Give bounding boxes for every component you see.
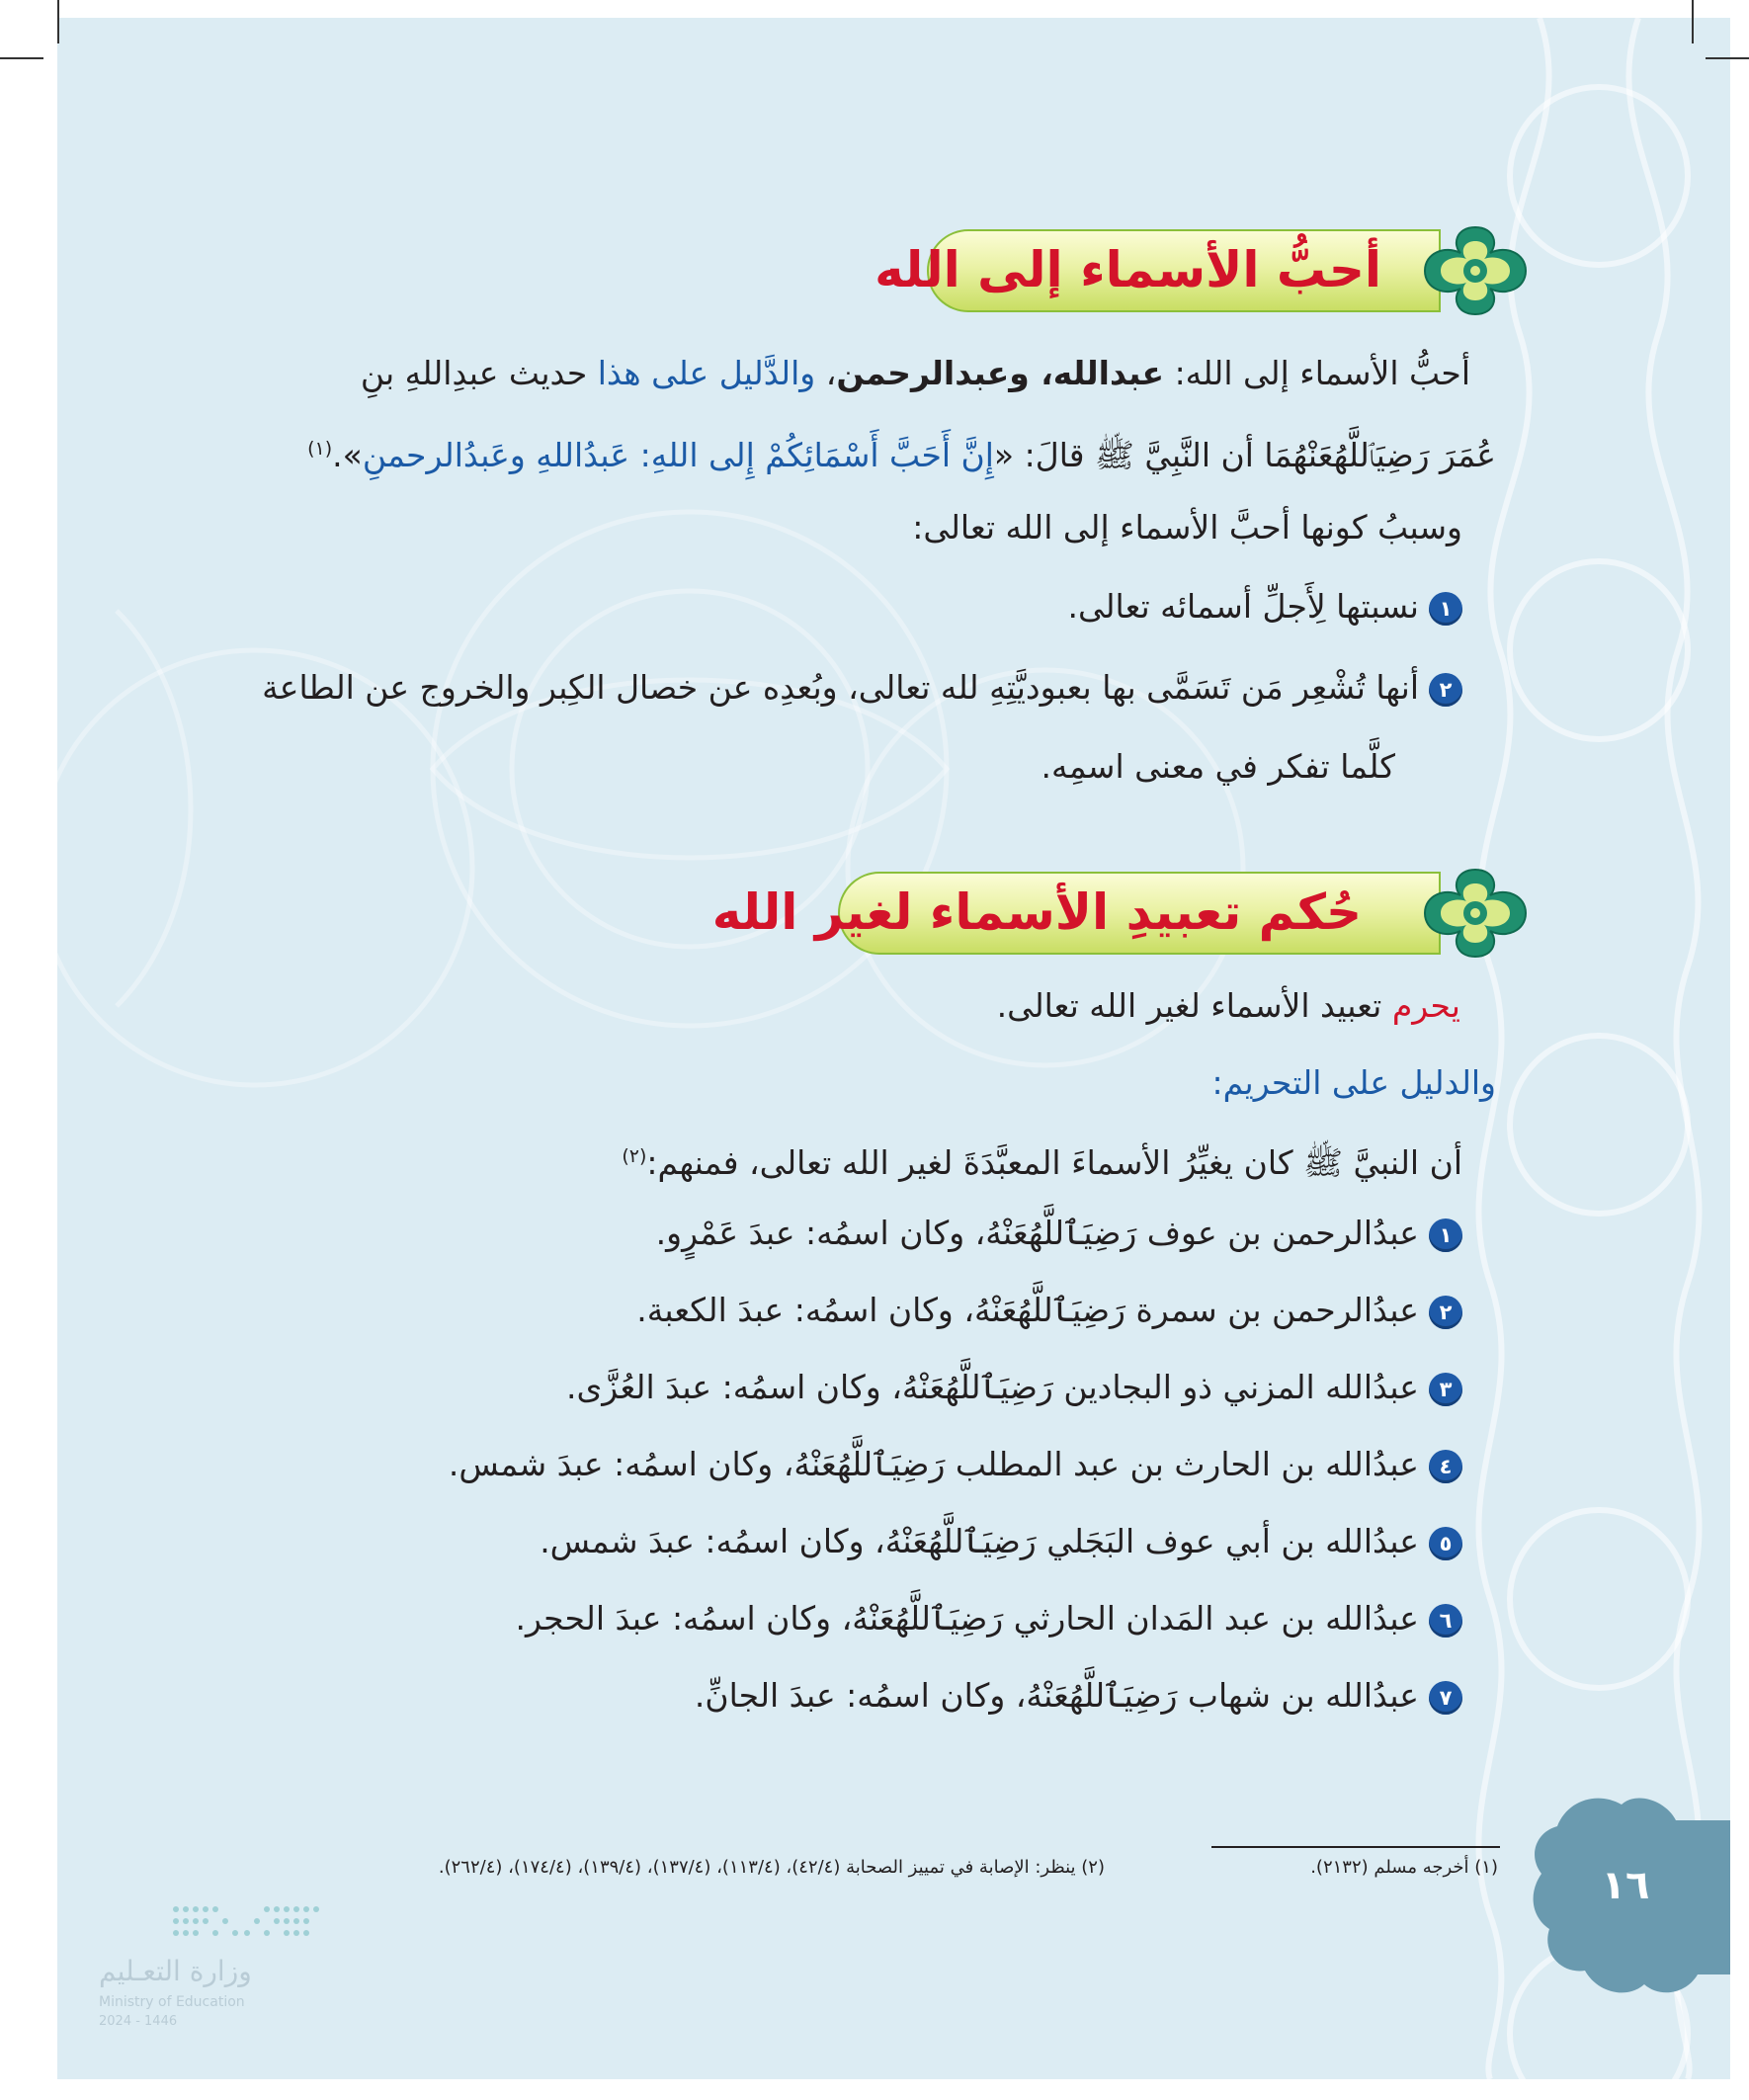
crop-mark: [0, 57, 43, 59]
text-run: ».: [332, 436, 363, 474]
number-badge: ٣: [1429, 1373, 1462, 1406]
list-item: [695, 1674, 1462, 1718]
evidence-label: والدَّليل على هذا: [597, 354, 816, 392]
evidence-intro: [622, 1134, 1462, 1185]
list-item-text: عبدُالله بن الحارث بن عبد المطلب رَضِيَٱللَّهُعَنْهُ، وكان اسمُه: عبدَ شمس.: [448, 1445, 1419, 1483]
list-item: [515, 1597, 1462, 1640]
footnote-1: (١) أخرجه مسلم (٢١٣٢).: [1310, 1857, 1498, 1878]
list-item: [449, 1443, 1462, 1486]
number-badge: ٤: [1429, 1450, 1462, 1483]
ruling-keyword: يحرم: [1391, 986, 1460, 1025]
crop-mark: [1706, 57, 1749, 59]
text-run: أن النبيَّ ﷺ كان يغيِّرُ الأسماءَ المعبَّدَةَ لغير الله تعالى، فمنهم:: [646, 1143, 1462, 1182]
list-item: [1067, 585, 1462, 629]
footnote-2: (٢) ينظر: الإصابة في تمييز الصحابة (٤٢/٤)، (١١٣/٤)، (١٣٧/٤)، (١٣٩/٤)، (١٧٤/٤)، (٢٦٢/٤).: [438, 1857, 1105, 1878]
crop-mark: [1692, 0, 1694, 43]
flower-ornament-icon: [1421, 866, 1530, 961]
list-item-text: أنها تُشْعِر مَن تَسَمَّى بها بعبوديَّتِهِ لله تعالى، وبُعدِه عن خصال الكِبر والخروج عن الطاعة: [262, 668, 1419, 707]
number-badge: ٢: [1429, 1296, 1462, 1329]
paragraph-line-1: [361, 352, 1470, 395]
logo-year-text: 2024 - 1446: [99, 2014, 178, 2029]
reason-intro: وسببُ كونها أحبَّ الأسماء إلى الله تعالى:: [912, 508, 1462, 546]
list-item: [540, 1520, 1462, 1563]
list-item: [566, 1366, 1462, 1409]
list-item: [636, 1289, 1462, 1332]
footnote-ref: (٢): [622, 1145, 647, 1167]
page-background: [57, 18, 1730, 2079]
list-item-text: عبدُالله المزني ذو البجادين رَضِيَٱللَّهُعَنْهُ، وكان اسمُه: عبدَ العُزَّى.: [565, 1368, 1419, 1406]
section-heading-2: [711, 866, 1530, 961]
list-item: [262, 666, 1462, 710]
crop-mark: [57, 0, 59, 43]
evidence-label: والدليل على التحريم:: [1211, 1063, 1496, 1102]
emphasized-names: عبدالله، وعبدالرحمن: [836, 354, 1165, 392]
list-item-text: نسبتها لِأَجلِّ أسمائه تعالى.: [1067, 587, 1419, 626]
list-item: [656, 1212, 1462, 1255]
section-title: أحبُّ الأسماء إلى الله: [874, 241, 1381, 298]
text-run: أحبُّ الأسماء إلى الله:: [1164, 354, 1470, 392]
ruling-statement: [997, 984, 1460, 1028]
footnote-ref: (١): [307, 438, 333, 460]
footnote-divider: [1211, 1846, 1500, 1848]
number-badge: ١: [1429, 1218, 1462, 1252]
text-run: ،: [815, 354, 837, 392]
list-item-text: عبدُالله بن أبي عوف البَجَلي رَضِيَٱللَّهُعَنْهُ، وكان اسمُه: عبدَ شمس.: [540, 1522, 1419, 1560]
ministry-logo: [99, 1899, 336, 2048]
list-item-text: عبدُالله بن شهاب رَضِيَٱللَّهُعَنْهُ، وكان اسمُه: عبدَ الجانِّ.: [694, 1676, 1419, 1715]
section-title: حُكم تعبيدِ الأسماء لغير الله: [711, 883, 1362, 941]
logo-arabic-text: وزارة التعـليم: [99, 1955, 252, 1987]
list-item-continuation: كلَّما تفكر في معنى اسمِه.: [1041, 747, 1395, 786]
list-item-text: عبدُالرحمن بن سمرة رَضِيَٱللَّهُعَنْهُ، وكان اسمُه: عبدَ الكعبة.: [636, 1291, 1419, 1329]
text-run: حديث عبدِاللهِ بنِ: [360, 354, 598, 392]
text-run: تعبيد الأسماء لغير الله تعالى.: [996, 986, 1392, 1025]
number-badge: ٥: [1429, 1527, 1462, 1560]
page-number: ١٦: [1601, 1863, 1650, 1908]
text-run: عُمَرَ رَضِيَٱللَّهُعَنْهُمَا أن النَّبِيَّ ﷺ قالَ: «: [993, 436, 1496, 474]
list-item-text: عبدُالرحمن بن عوف رَضِيَٱللَّهُعَنْهُ، وكان اسمُه: عبدَ عَمْرٍو.: [655, 1214, 1419, 1252]
logo-english-text: Ministry of Education: [99, 1994, 245, 2010]
number-badge: ٧: [1429, 1681, 1462, 1715]
flower-ornament-icon: [1421, 223, 1530, 318]
logo-dots-icon: [168, 1899, 326, 1945]
number-badge: ٢: [1429, 673, 1462, 707]
hadith-quote: إِنَّ أَحَبَّ أَسْمَائِكُمْ إِلى اللهِ: عَبدُاللهِ وعَبدُالرحمنِ: [362, 436, 994, 474]
list-item-text: عبدُالله بن عبد المَدان الحارثي رَضِيَٱللَّهُعَنْهُ، وكان اسمُه: عبدَ الحجر.: [515, 1599, 1419, 1638]
number-badge: ٦: [1429, 1604, 1462, 1638]
section-heading-1: [739, 223, 1530, 318]
number-badge: ١: [1429, 592, 1462, 626]
decorative-pattern: [57, 18, 1730, 2079]
paragraph-line-2: [307, 427, 1496, 477]
